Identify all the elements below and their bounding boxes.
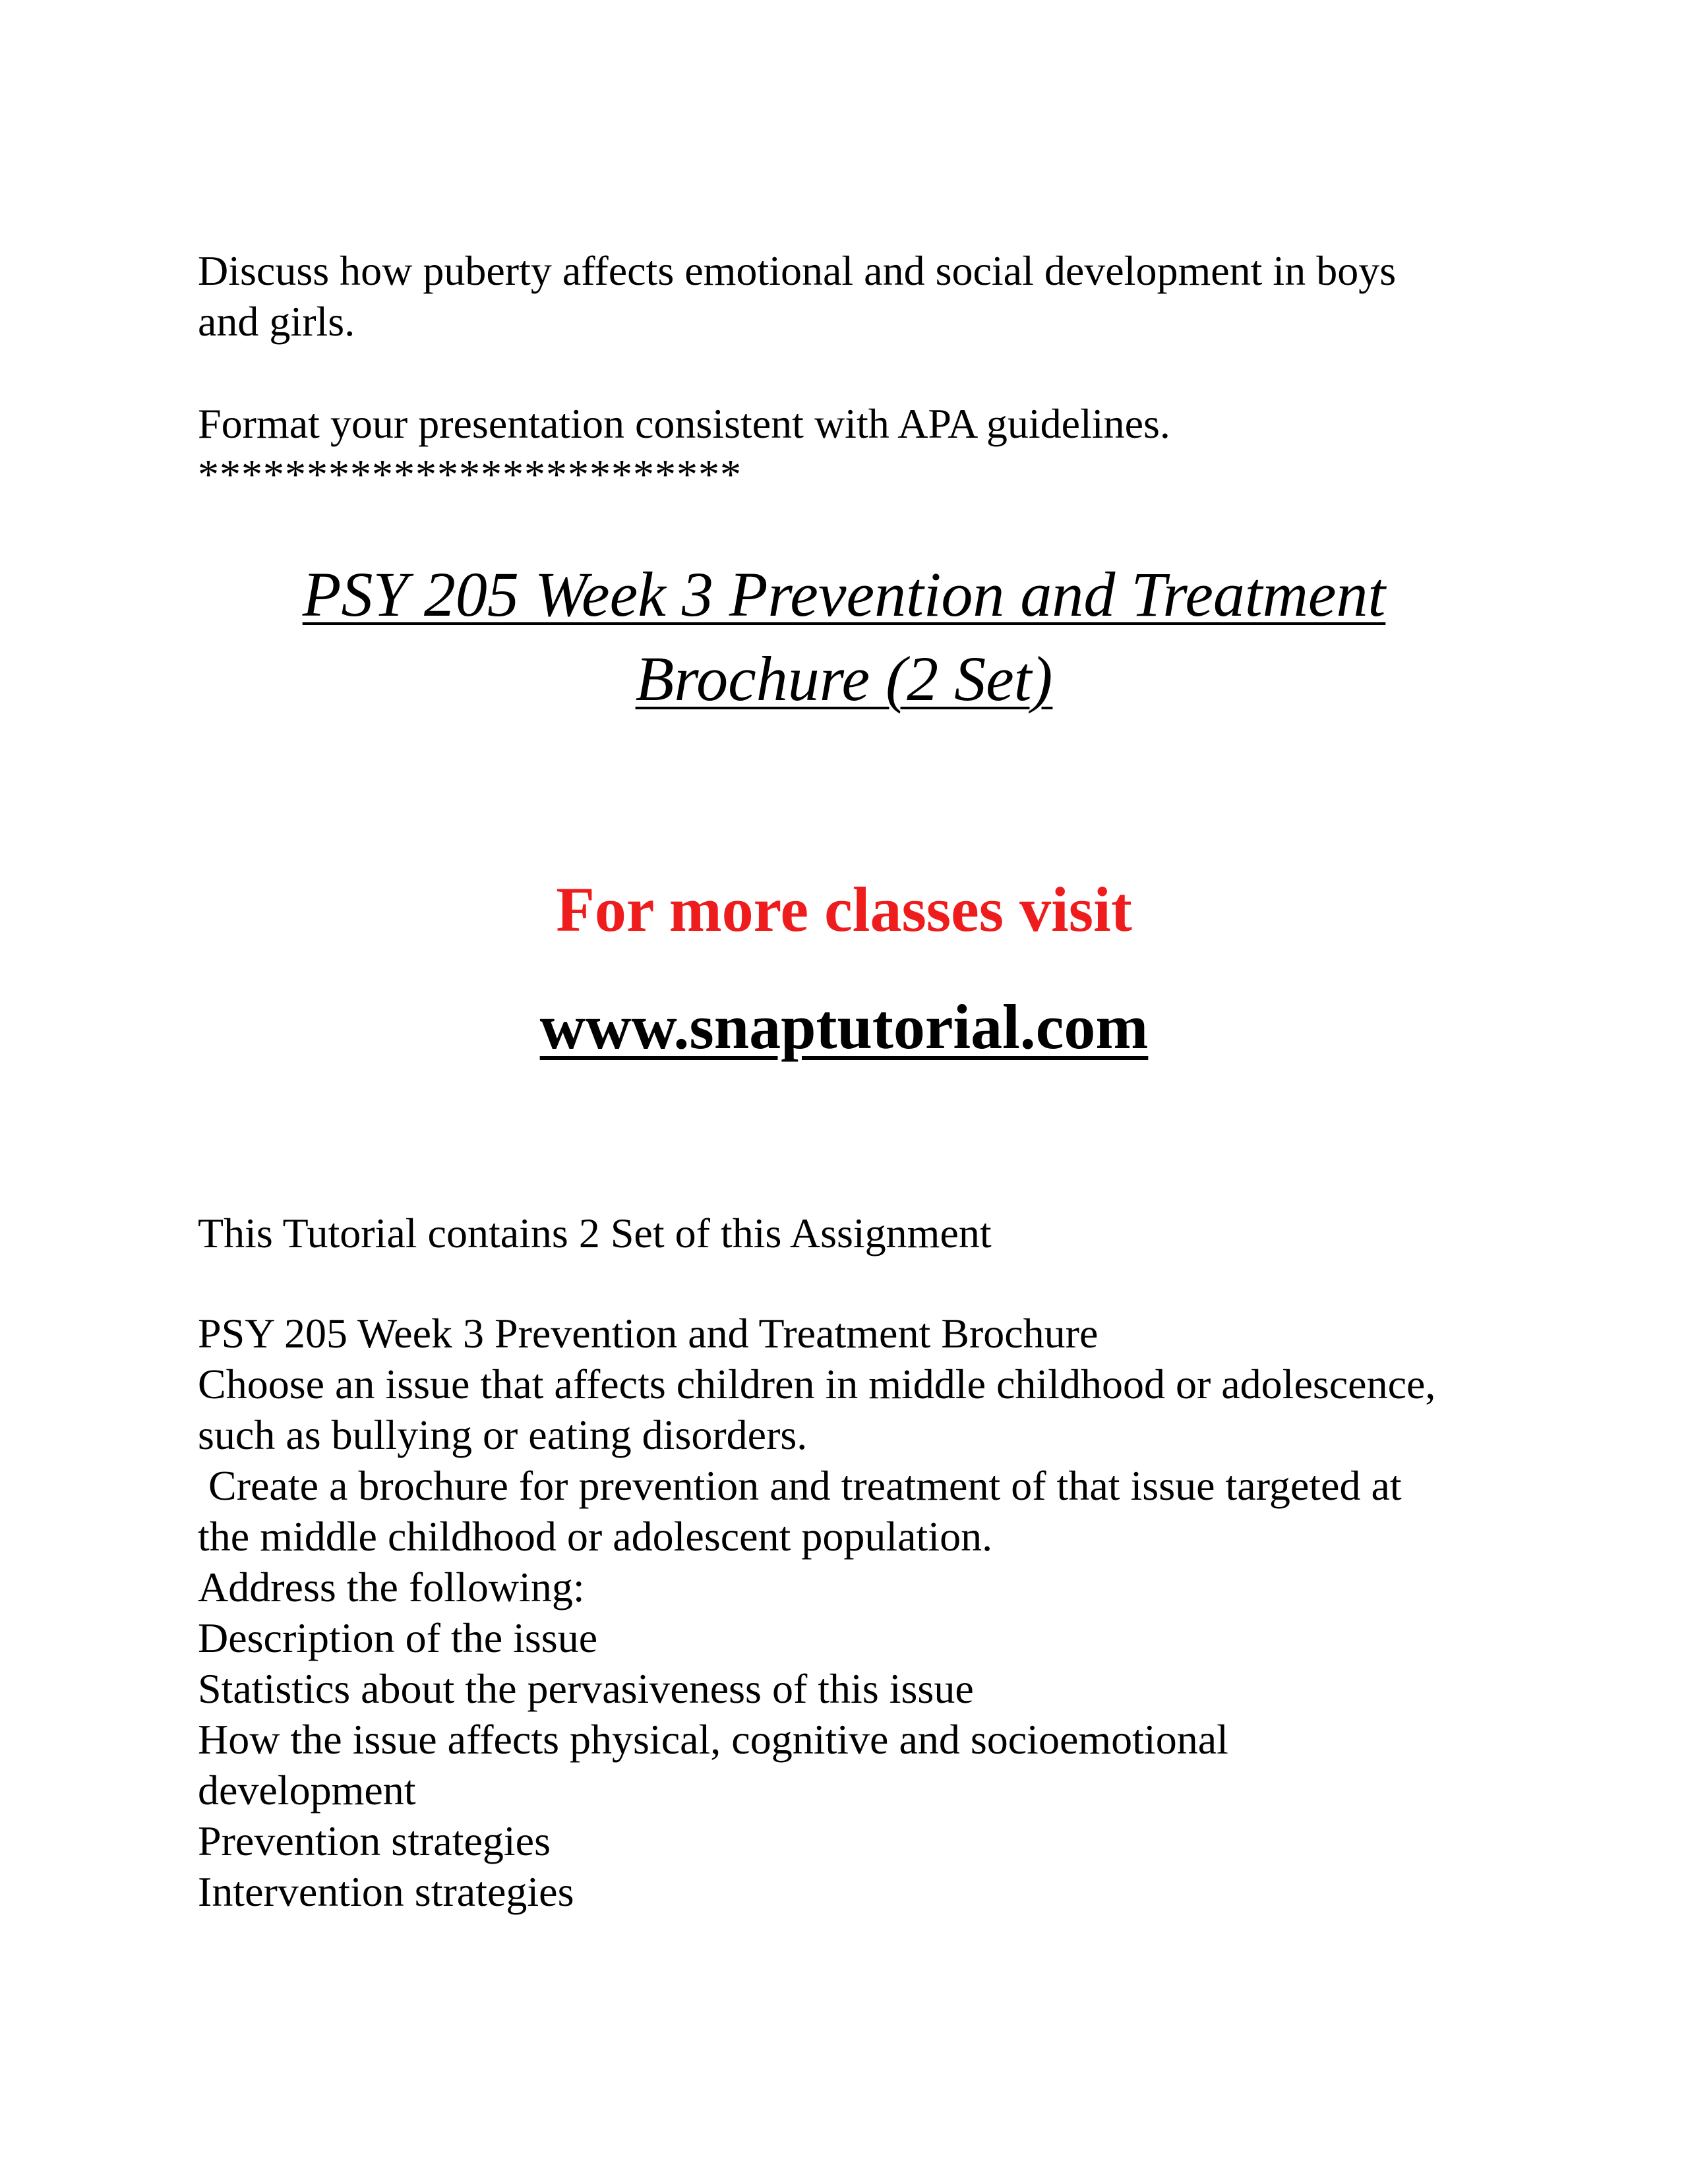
assignment-line: Statistics about the pervasiveness of this issue (198, 1665, 974, 1712)
title-line-2: Brochure (2 Set) (635, 643, 1053, 714)
assignment-line: the middle childhood or adolescent population. (198, 1513, 993, 1560)
promo-text: For more classes visit (556, 874, 1132, 945)
assignment-line: Create a brochure for prevention and treatment of that issue targeted at (198, 1462, 1402, 1509)
intro-line-1: Discuss how puberty affects emotional and social development in boys (198, 247, 1397, 294)
intro-paragraph (198, 245, 1517, 347)
intro-line-2: and girls. (198, 298, 355, 345)
title-line-1: PSY 205 Week 3 Prevention and Treatment (302, 559, 1386, 630)
assignment-line: Description of the issue (198, 1614, 598, 1661)
assignment-line: development (198, 1767, 416, 1814)
format-note: Format your presentation consistent with APA guidelines. (198, 400, 1170, 447)
website-link[interactable]: www.snaptutorial.com (539, 991, 1149, 1062)
assignment-description (198, 1308, 1517, 1917)
assignment-line: Address the following: (198, 1564, 585, 1610)
assignment-line: Intervention strategies (198, 1868, 574, 1915)
tutorial-note: This Tutorial contains 2 Set of this Assignment (198, 1210, 992, 1256)
assignment-line: PSY 205 Week 3 Prevention and Treatment Brochure (198, 1310, 1099, 1357)
document-title (0, 552, 1688, 721)
assignment-line: such as bullying or eating disorders. (198, 1411, 808, 1458)
assignment-line: How the issue affects physical, cognitive and socioemotional (198, 1716, 1228, 1763)
assignment-line: Prevention strategies (198, 1817, 551, 1864)
asterisk-divider: ************************* (198, 451, 742, 498)
assignment-line: Choose an issue that affects children in middle childhood or adolescence, (198, 1361, 1436, 1407)
website-link-container (0, 988, 1688, 1067)
